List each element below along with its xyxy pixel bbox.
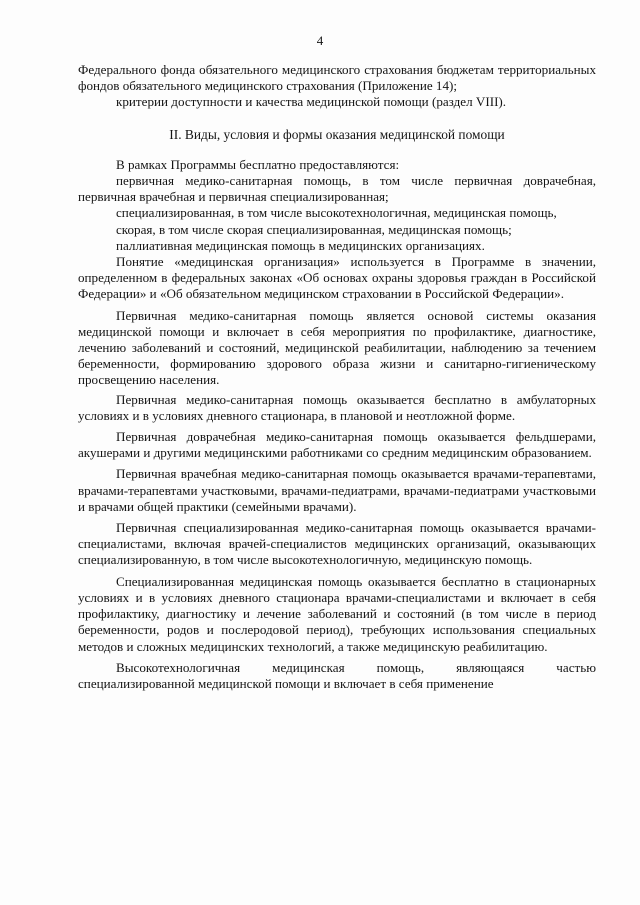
paragraph-high-tech: Высокотехнологичная медицинская помощь, являющаяся частью специализированной медицинской помощи и включает в себя применение — [78, 659, 596, 691]
list-item-palliative-care: паллиативная медицинская помощь в медицинских организациях. — [116, 237, 485, 253]
paragraph-pre-doctor: Первичная доврачебная медико-санитарная помощь оказывается фельдшерами, акушерами и другими медицинскими работниками со средним медицинским образованием. — [78, 429, 596, 461]
list-item-primary-care: первичная медико-санитарная помощь, в том числе первичная доврачебная, первичная врачебная и первичная специализированная; — [78, 173, 596, 205]
page-number: 4 — [316, 33, 324, 48]
paragraph-specialized: Специализированная медицинская помощь оказывается бесплатно в стационарных условиях и в условиях дневного стационара врачами-специалистами и включает в себя профилактику, диагностику и лечение заболеваний и состояний (в том числе в период беременности, родов и послеродовой период), требующих использования специальных методов и сложных медицинских технологий, а также медицинскую реабилитацию. — [78, 573, 596, 654]
paragraph-fund-budgets: Федерального фонда обязательного медицинского страхования бюджетам территориальных фондов обязательного медицинского страхования (Приложение 14); — [78, 62, 596, 94]
paragraph-criteria: критерии доступности и качества медицинской помощи (раздел VIII). — [116, 94, 507, 110]
list-item-emergency-care: скорая, в том числе скорая специализированная, медицинская помощь; — [116, 221, 512, 237]
paragraph-doctor: Первичная врачебная медико-санитарная помощь оказывается врачами-терапевтами, врачами-терапевтами участковыми, врачами-педиатрами, врачами-педиатрами участковыми и врачами общей практики (семейными врачами). — [78, 466, 596, 514]
section-heading: II. Виды, условия и формы оказания медицинской помощи — [169, 126, 505, 142]
document-body — [78, 62, 596, 692]
paragraph-specialist: Первичная специализированная медико-санитарная помощь оказывается врачами-специалистами, включая врачей-специалистов медицинских организаций, оказывающих специализированную, в том числе высокотехнологичную, медицинскую помощь. — [78, 520, 596, 568]
paragraph-primary-free: Первичная медико-санитарная помощь оказывается бесплатно в амбулаторных условиях и в условиях дневного стационара, в плановой и неотложной форме. — [78, 391, 596, 423]
list-item-specialized-care: специализированная, в том числе высокотехнологичная, медицинская помощь, — [116, 205, 557, 221]
paragraph-medical-organization: Понятие «медицинская организация» используется в Программе в значении, определенном в федеральных законах «Об основах охраны здоровья граждан в Российской Федерации» и «Об обязательном медицинском страховании в Российской Федерации». — [78, 254, 596, 302]
paragraph-primary-basis: Первичная медико-санитарная помощь является основой системы оказания медицинской помощи и включает в себя мероприятия по профилактике, диагностике, лечению заболеваний и состояний, медицинской реабилитации, наблюдению за течением беременности, формированию здорового образа жизни и санитарно-гигиеническому просвещению населения. — [78, 307, 596, 388]
paragraph-intro: В рамках Программы бесплатно предоставляются: — [116, 156, 400, 172]
